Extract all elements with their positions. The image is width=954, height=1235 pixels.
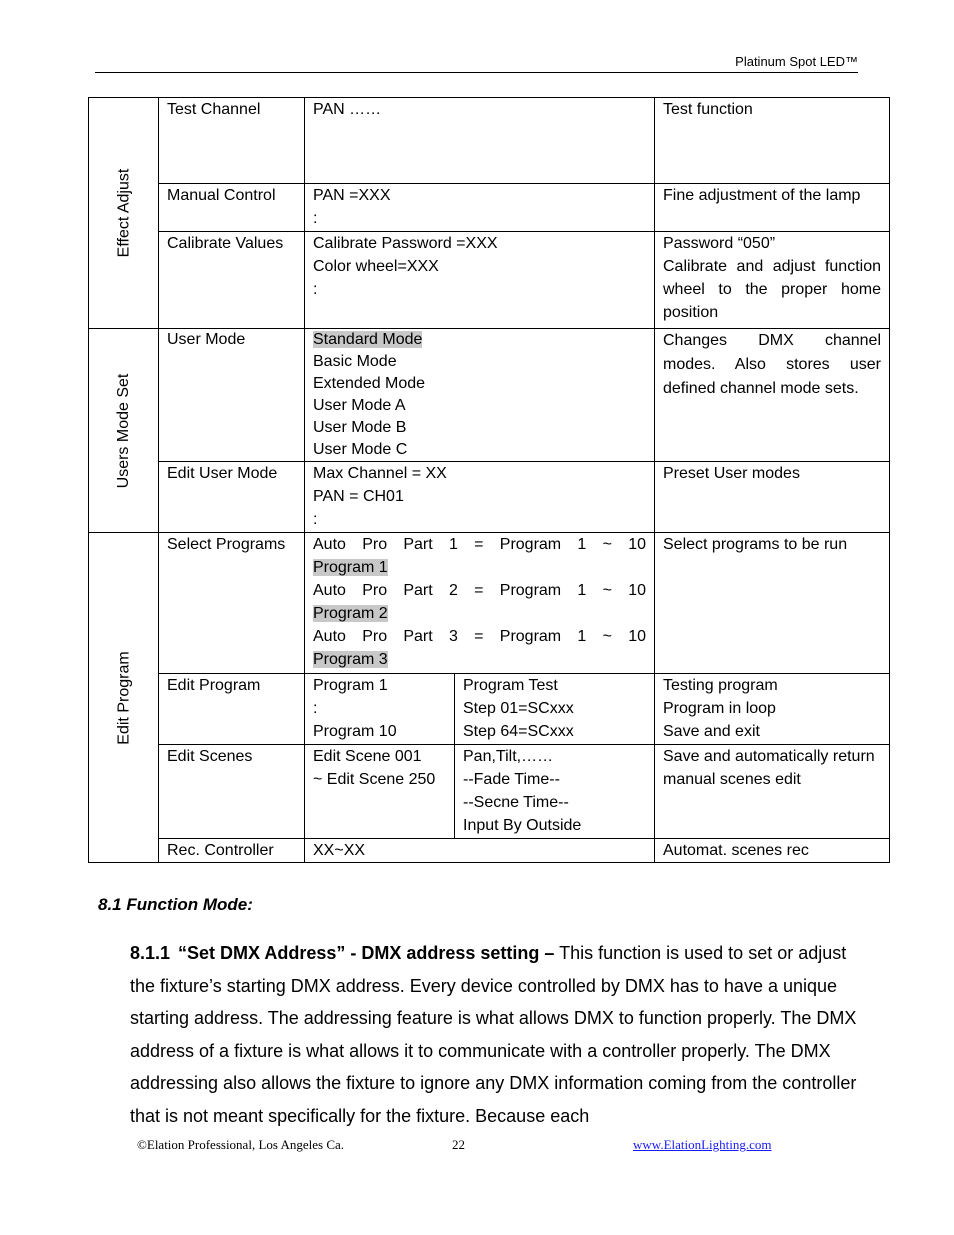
document-title: Platinum Spot LED™ (735, 54, 858, 69)
table-row (89, 745, 890, 839)
row-setting: Edit Scene 001 ~ Edit Scene 250 (305, 745, 455, 839)
function-table (88, 97, 890, 863)
row-setting-detail: Program Test Step 01=SCxxx Step 64=SCxxx (455, 674, 655, 745)
subsection-number: 8.1.1 (130, 943, 171, 963)
row-description: Password “050” Calibrate and adjust function wheel to the proper home position (655, 232, 890, 329)
row-name: Calibrate Values (159, 232, 305, 329)
row-name: Edit Program (159, 674, 305, 745)
table-row (89, 674, 890, 745)
group-label: Users Mode Set (114, 373, 132, 488)
table-row (89, 232, 890, 329)
row-name: Edit Scenes (159, 745, 305, 839)
row-description: Test function (655, 98, 890, 184)
table-row (89, 184, 890, 232)
selected-mode: Standard Mode (313, 331, 423, 348)
website-link[interactable]: www.ElationLighting.com (633, 1137, 772, 1152)
row-setting: Program 1 : Program 10 (305, 674, 455, 745)
page-number: 22 (452, 1137, 465, 1152)
row-setting: Max Channel = XX PAN = CH01 : (305, 462, 655, 533)
page-header (95, 52, 858, 73)
row-name: Select Programs (159, 533, 305, 674)
group-effect-adjust (89, 98, 159, 329)
row-name: Rec. Controller (159, 839, 305, 863)
paragraph-text: This function is used to set or adjust the fixture’s starting DMX address. Every device controlled by DMX has to have a unique starting address. The addressing feature is what allows DMX to function properly. The DMX address of a fixture is what allows it to communicate with a controller properly. The DMX addressing also allows the fixture to ignore any DMX information coming from the controller that is not meant specifically for the fixture. Because each (130, 943, 857, 1126)
group-users-mode-set (89, 329, 159, 533)
row-description: Preset User modes (655, 462, 890, 533)
table-row (89, 533, 890, 674)
group-label: Edit Program (115, 650, 132, 745)
body-paragraph (130, 937, 870, 1132)
row-description: Changes DMX channel modes. Also stores user defined channel mode sets. (655, 329, 890, 462)
section-heading: 8.1 Function Mode: (98, 895, 253, 914)
row-setting: Standard Mode Basic Mode Extended Mode User Mode A User Mode B User Mode C (305, 329, 655, 462)
row-name: Edit User Mode (159, 462, 305, 533)
subsection-title: “Set DMX Address” - DMX address setting – (178, 943, 555, 963)
row-setting: XX~XX (305, 839, 655, 863)
row-description: Fine adjustment of the lamp (655, 184, 890, 232)
row-setting: PAN …… (305, 98, 655, 184)
row-description: Save and automatically return manual scenes edit (655, 745, 890, 839)
row-setting: PAN =XXX : (305, 184, 655, 232)
table-row (89, 329, 890, 462)
row-name: Test Channel (159, 98, 305, 184)
table-row (89, 839, 890, 863)
row-setting: Calibrate Password =XXX Color wheel=XXX : (305, 232, 655, 329)
group-label: Effect Adjust (115, 168, 132, 258)
row-name: Manual Control (159, 184, 305, 232)
footer-copyright: ©Elation Professional, Los Angeles Ca. (137, 1137, 345, 1152)
row-setting-detail: Pan,Tilt,…… --Fade Time-- --Secne Time-- Input By Outside (455, 745, 655, 839)
table-row (89, 462, 890, 533)
row-description: Automat. scenes rec (655, 839, 890, 863)
row-name: User Mode (159, 329, 305, 462)
row-setting: Auto Pro Part 1 = Program 1 ~ 10 Program 1 Auto Pro Part 2 = Program 1 ~ 10 Program 2 Auto Pro Part 3 = Program 1 ~ 10 Program 3 (305, 533, 655, 674)
table-row (89, 98, 890, 184)
row-description: Select programs to be run (655, 533, 890, 674)
row-description: Testing program Program in loop Save and exit (655, 674, 890, 745)
group-edit-program (89, 533, 159, 863)
